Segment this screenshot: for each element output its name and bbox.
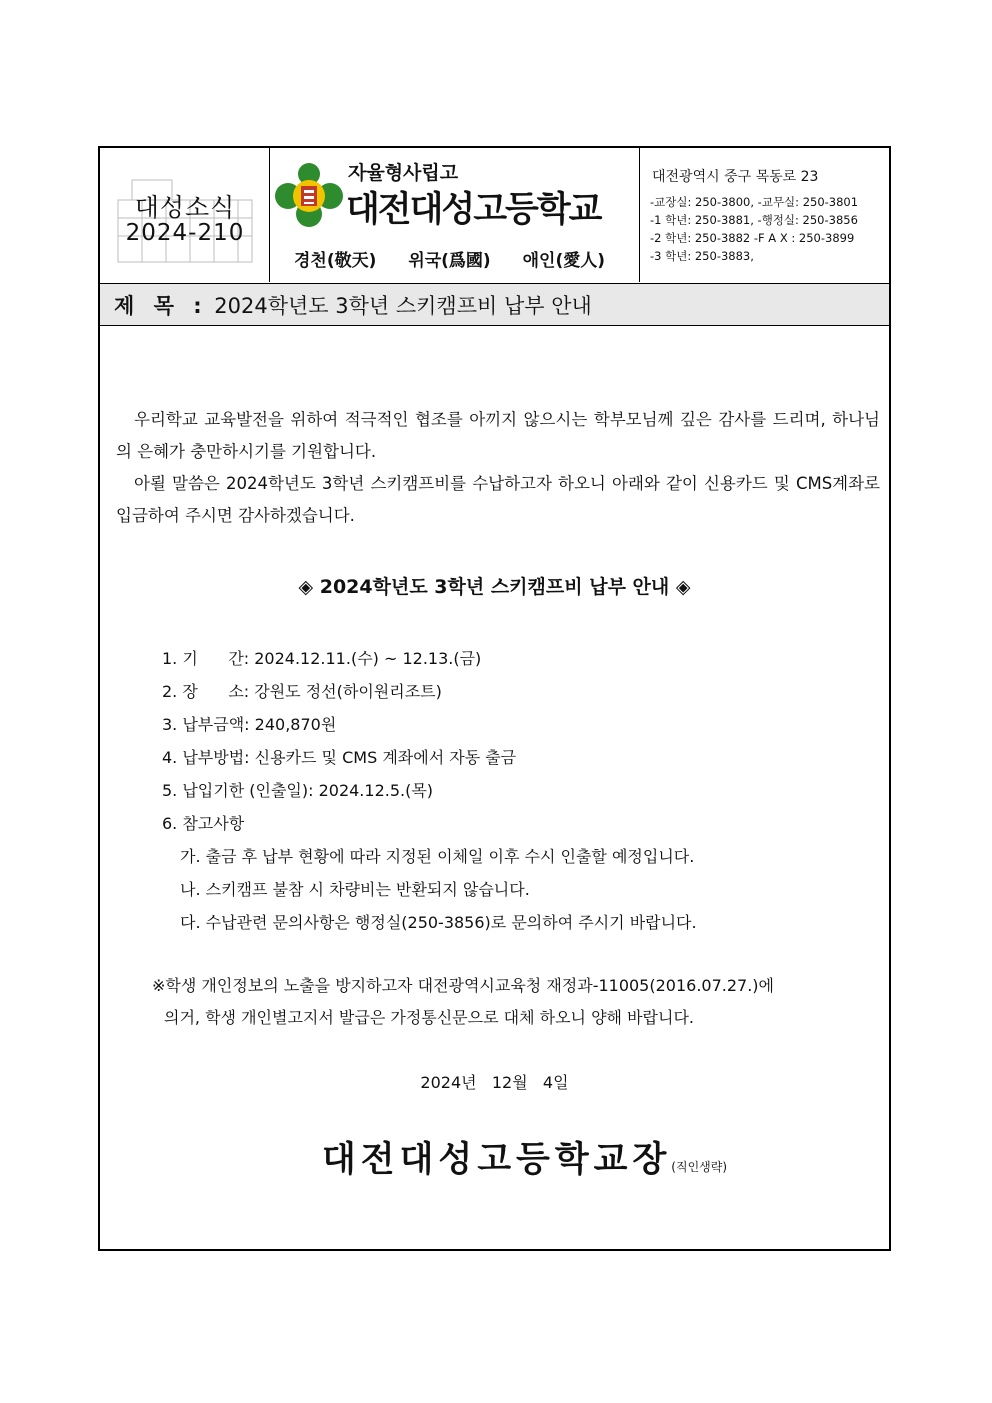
school-address: 대전광역시 중구 목동로 23 <box>652 169 819 185</box>
list-item: 5. 납입기한 (인출일): 2024.12.5.(목) <box>162 781 434 800</box>
newsletter-badge <box>100 148 270 282</box>
list-item: 다. 수납관련 문의사항은 행정실(250-3856)로 문의하여 주시기 바랍니다. <box>180 913 697 932</box>
issue-date: 2024년 12월 4일 <box>420 1073 569 1092</box>
reference-notes <box>162 840 697 939</box>
notice-line: 의거, 학생 개인별고지서 발급은 가정통신문으로 대체 하오니 양해 바랍니다. <box>164 1008 694 1027</box>
letterhead <box>100 148 889 284</box>
list-item: 나. 스키캠프 불참 시 차량비는 반환되지 않습니다. <box>180 880 530 899</box>
document-frame <box>98 146 891 1251</box>
motto-item: 애인(愛人) <box>522 251 606 271</box>
principal-title: 대전대성고등학교장 <box>322 1140 672 1180</box>
school-motto <box>294 246 631 271</box>
school-emblem-icon <box>274 162 344 230</box>
list-item: 6. 참고사항 <box>162 814 245 833</box>
section-title: ◈ 2024학년도 3학년 스키캠프비 납부 안내 ◈ <box>298 576 691 598</box>
list-item: 3. 납부금액: 240,870원 <box>162 715 337 734</box>
newsletter-number: 2024-210 <box>125 220 245 246</box>
intro-text <box>116 404 880 532</box>
signature-block <box>322 1132 727 1182</box>
subject-label: 제 목 : <box>114 294 208 318</box>
subject-line <box>114 290 592 320</box>
motto-item: 경천(敬天) <box>294 251 377 271</box>
privacy-notice <box>152 970 774 1034</box>
intro-paragraph: 아뢸 말씀은 2024학년도 3학년 스키캠프비를 수납하고자 하오니 아래와 같이 신용카드 및 CMS계좌로 입금하여 주시면 감사하겠습니다. <box>116 474 880 525</box>
contact-line: -교장실: 250-3800, -교무실: 250-3801 <box>650 195 859 209</box>
school-contact <box>640 148 891 282</box>
contact-line: -1 학년: 250-3881, -행정실: 250-3856 <box>650 213 858 227</box>
list-item: 2. 장 소: 강원도 정선(하이원리조트) <box>162 682 442 701</box>
list-item: 가. 출금 후 납부 현황에 따라 지정된 이체일 이후 수시 인출할 예정입니다. <box>180 847 695 866</box>
school-name: 대전대성고등학교 <box>346 190 601 230</box>
seal-omitted-note: (직인생략) <box>671 1160 728 1174</box>
motto-item: 위국(爲國) <box>408 251 491 271</box>
contact-line: -2 학년: 250-3882 -F A X : 250-3899 <box>650 231 855 245</box>
details-list <box>162 642 697 939</box>
subject-text: 2024학년도 3학년 스키캠프비 납부 안내 <box>214 294 592 318</box>
school-type: 자율형사립고 <box>348 162 459 184</box>
contact-line: -3 학년: 250-3883, <box>650 249 754 263</box>
subject-bar <box>100 284 889 326</box>
intro-paragraph: 우리학교 교육발전을 위하여 적극적인 협조를 아끼지 않으시는 학부모님께 깊은 감사를 드리며, 하나님의 은혜가 충만하시기를 기원합니다. <box>116 410 880 461</box>
list-item: 1. 기 간: 2024.12.11.(수) ~ 12.13.(금) <box>162 649 482 668</box>
notice-line: ※학생 개인정보의 노출을 방지하고자 대전광역시교육청 재정과-11005(2016.07.27.)에 <box>152 976 775 995</box>
list-item: 4. 납부방법: 신용카드 및 CMS 계좌에서 자동 출금 <box>162 748 517 767</box>
newsletter-title: 대성소식 <box>134 193 236 222</box>
school-identity <box>270 148 640 282</box>
